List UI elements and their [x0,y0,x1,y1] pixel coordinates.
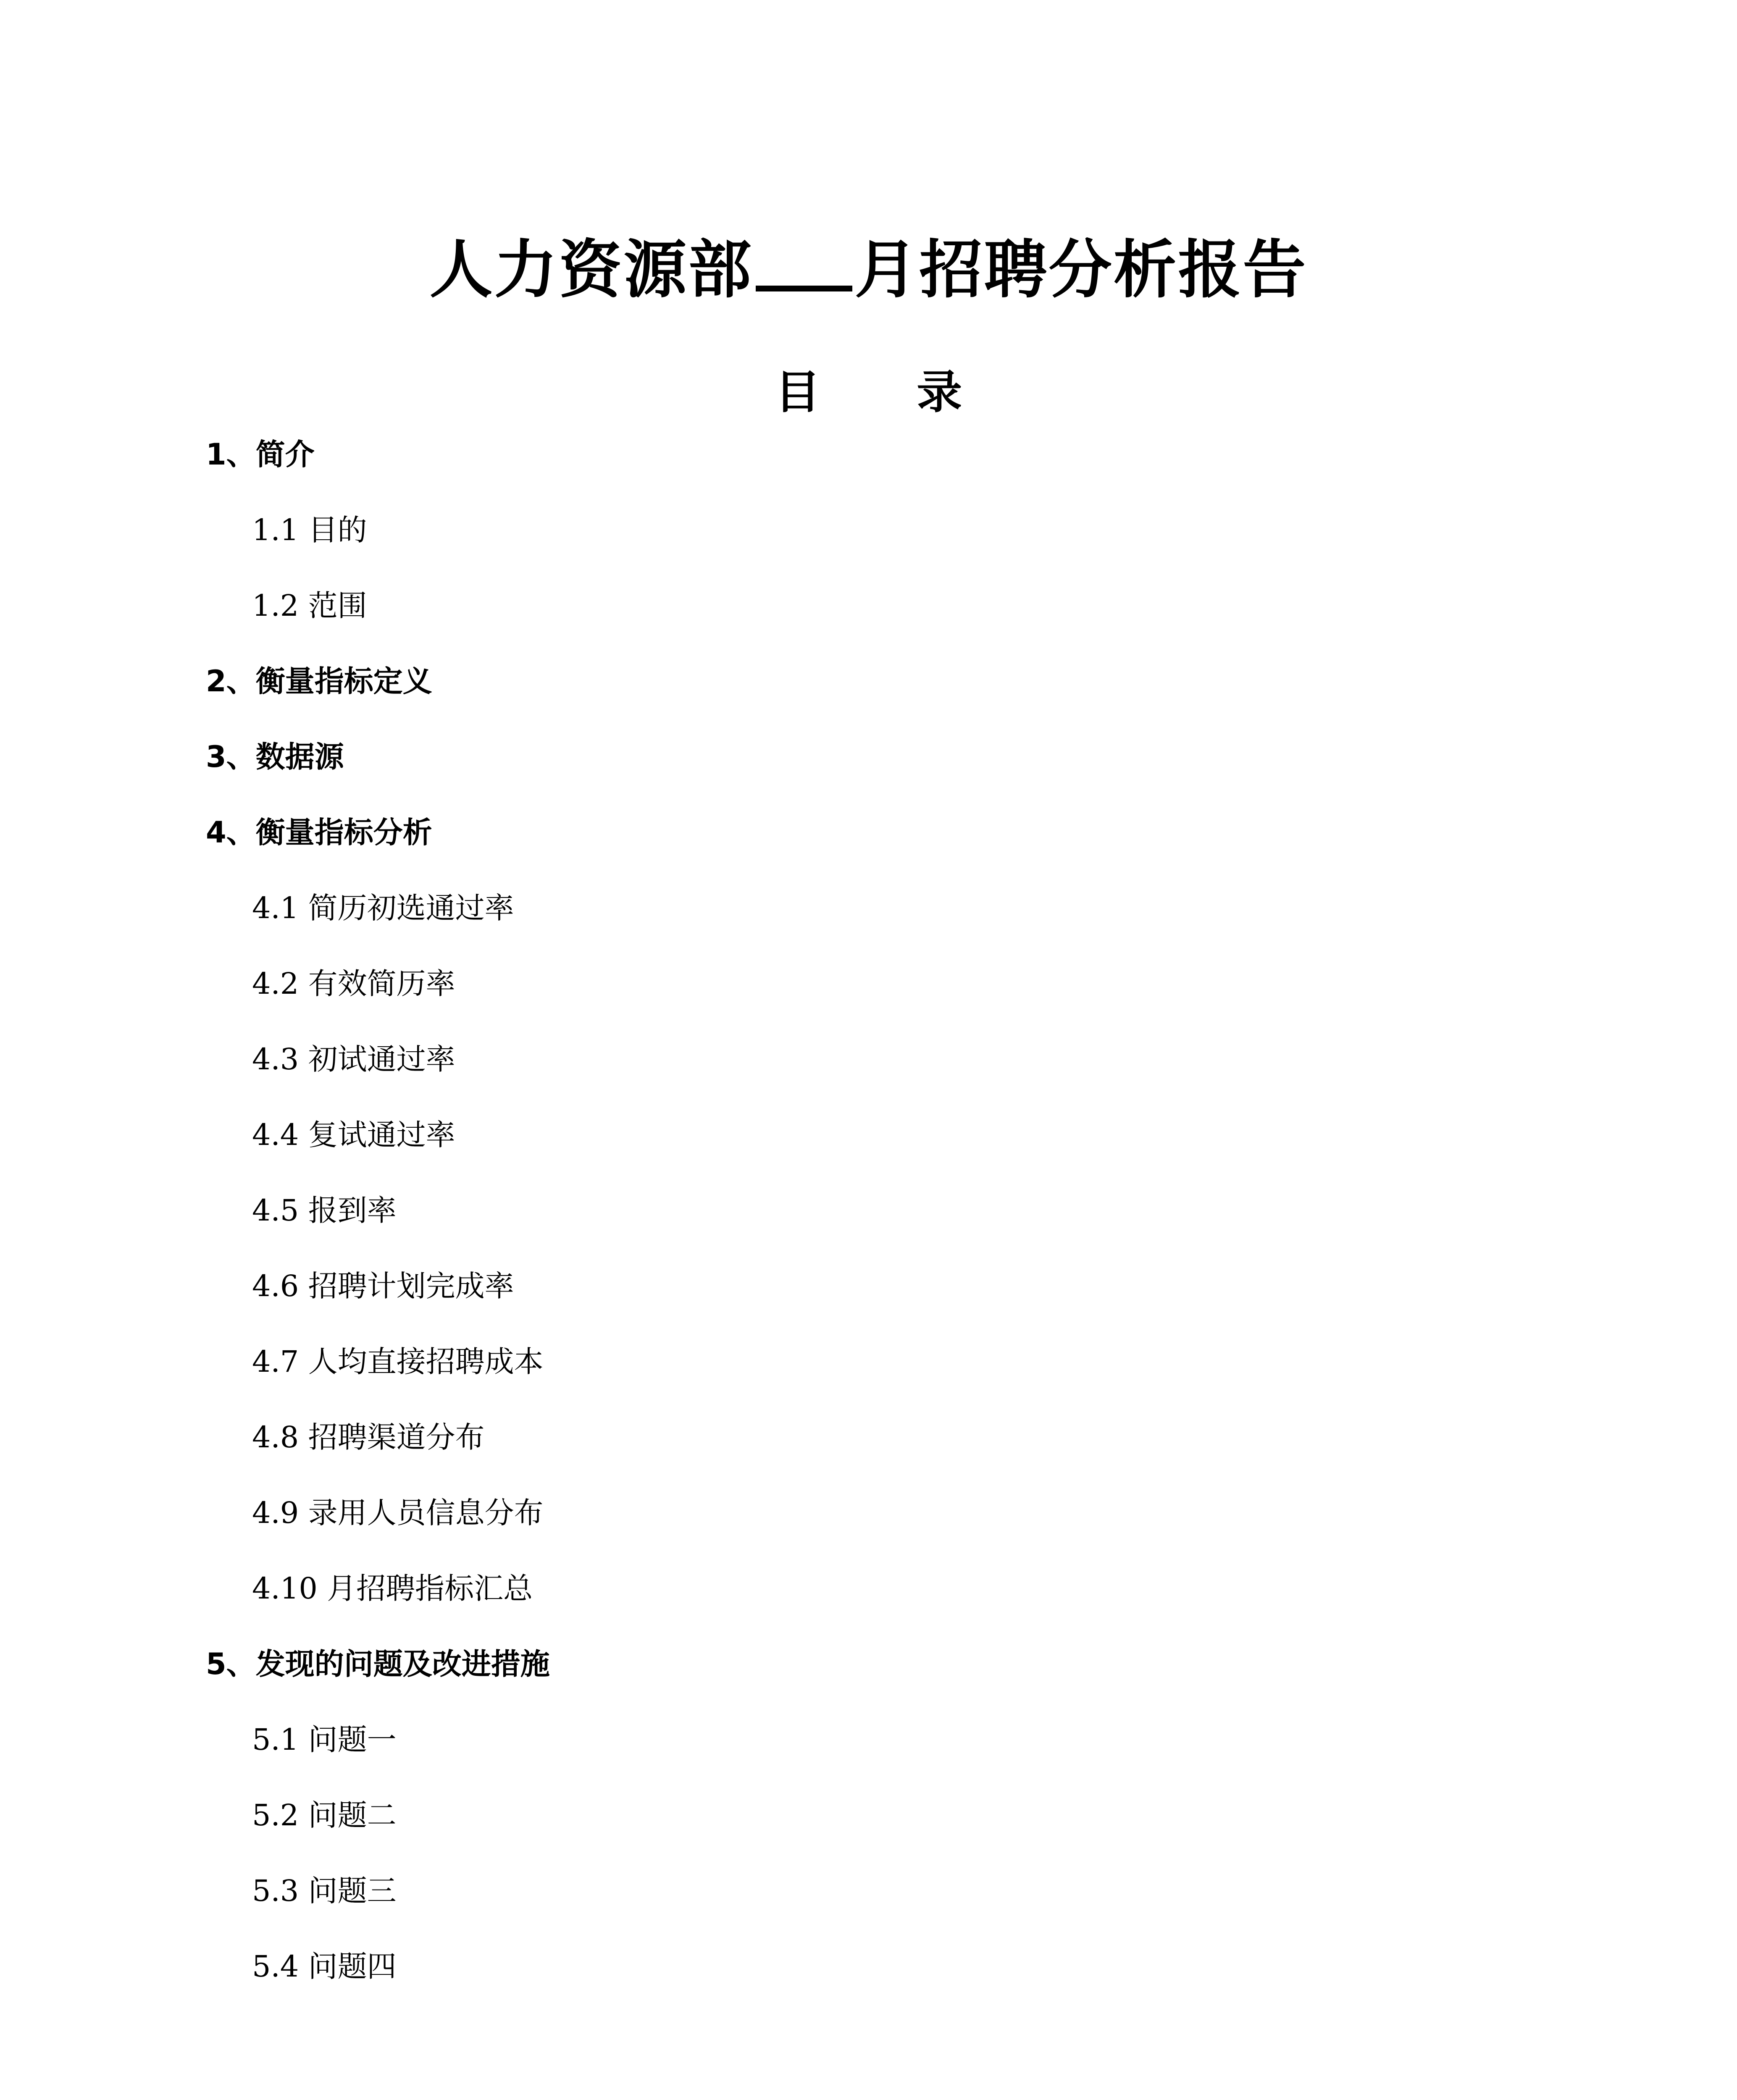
toc-subsection: 4.7 人均直接招聘成本 [252,1344,544,1379]
toc-section: 4、衡量指标分析 [206,815,432,850]
toc-subsection: 4.2 有效简历率 [252,966,455,1001]
title-blank-line [756,223,852,291]
toc-subsection: 4.8 招聘渠道分布 [252,1420,485,1454]
toc-subsection: 4.10 月招聘指标汇总 [252,1571,533,1606]
toc-subsection: 5.1 问题一 [252,1722,397,1757]
toc-subsection: 1.1 目的 [252,513,367,547]
toc-section: 2、衡量指标定义 [206,664,432,698]
document-title [0,223,1737,312]
toc-subsection: 4.1 简历初选通过率 [252,891,514,925]
toc-section: 3、数据源 [206,740,344,774]
toc-subsection: 1.2 范围 [252,588,367,623]
title-suffix: 月招聘分析报告 [854,234,1308,307]
toc-subsection: 5.3 问题三 [252,1874,397,1908]
toc-subsection: 4.4 复试通过率 [252,1118,455,1152]
toc-section: 5、发现的问题及改进措施 [206,1647,550,1681]
toc-heading: 目 录 [775,366,1003,419]
title-prefix: 人力资源部 [429,234,753,307]
toc-subsection: 4.5 报到率 [252,1193,397,1228]
toc-subsection: 5.4 问题四 [252,1949,397,1984]
toc-subsection: 4.6 招聘计划完成率 [252,1269,514,1303]
toc-section: 1、简介 [206,437,315,472]
toc-subsection: 4.3 初试通过率 [252,1042,455,1076]
toc-subsection: 5.2 问题二 [252,1798,397,1832]
toc-subsection: 4.9 录用人员信息分布 [252,1496,544,1530]
